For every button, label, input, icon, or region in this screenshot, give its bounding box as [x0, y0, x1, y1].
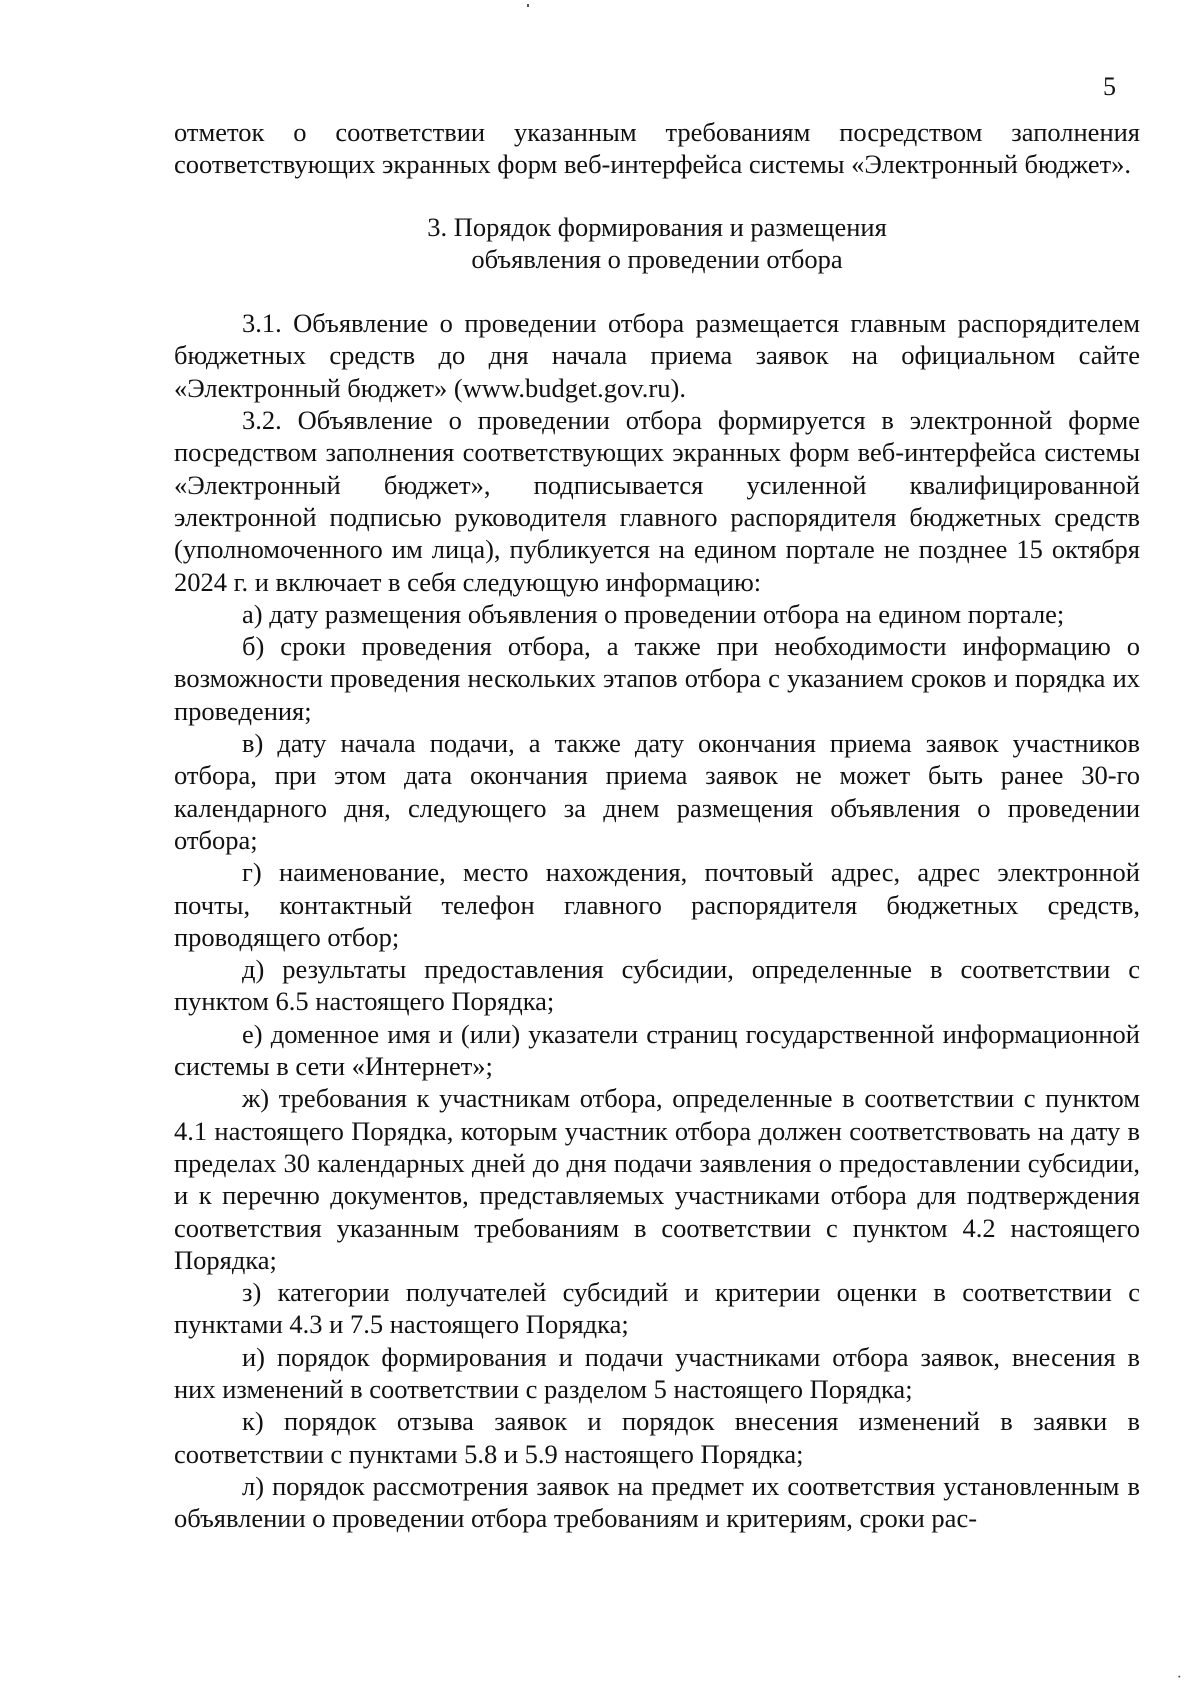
section-heading-line-2: объявления о проведении отбора: [471, 243, 843, 274]
scan-artifact-top: [527, 4, 529, 7]
list-item-i: и) порядок формирования и подачи участниками отбора заявок, внесения в них изменений в соответствии с разделом 5 настоящего Порядка;: [174, 1341, 1140, 1404]
section-heading: [174, 211, 1140, 276]
list-item-g: г) наименование, место нахождения, почтовый адрес, адрес электронной почты, контактный телефон главного распорядителя бюджетных средств, проводящего отбор;: [174, 857, 1140, 952]
scan-artifact-bottom: ·: [1176, 1669, 1182, 1686]
list-item-z: з) категории получателей субсидий и критерии оценки в соответствии с пунктами 4.3 и 7.5 настоящего Порядка;: [174, 1277, 1140, 1340]
section-heading-line-1: 3. Порядок формирования и размещения: [427, 211, 887, 242]
list-item-d: д) результаты предоставления субсидии, определенные в соответствии с пунктом 6.5 настоящего Порядка;: [174, 954, 1140, 1017]
intro-paragraph: отметок о соответствии указанным требованиям посредством заполнения соответствующих экранных форм веб-интерфейса системы «Электронный бюджет».: [174, 117, 1140, 180]
document-body: [174, 116, 1140, 1534]
list-item-b: б) сроки проведения отбора, а также при необходимости информацию о возможности проведения нескольких этапов отбора с указанием сроков и порядка их проведения;: [174, 631, 1140, 726]
paragraph-3-2: 3.2. Объявление о проведении отбора формируется в электронной форме посредством заполнения соответствующих экранных форм веб-интерфейса системы «Электронный бюджет», подписывается усиленной квалифицированной электронной подписью руководителя главного распорядителя бюджетных средств (уполномоченного им лица), публикуется на едином портале не позднее 15 октября 2024 г. и включает в себя следующую информацию:: [174, 405, 1140, 597]
list-item-a: а) дату размещения объявления о проведении отбора на едином портале;: [242, 598, 1065, 629]
paragraph-3-1: 3.1. Объявление о проведении отбора размещается главным распорядителем бюджетных средств до дня начала приема заявок на официальном сайте «Электронный бюджет» (www.budget.gov.ru).: [174, 308, 1140, 403]
list-item-v: в) дату начала подачи, а также дату окончания приема заявок участников отбора, при этом дата окончания приема заявок не может быть ранее 30-го календарного дня, следующего за днем размещения объявления о проведении отбора;: [174, 728, 1140, 855]
page-number: 5: [1103, 72, 1116, 101]
list-item-e: е) доменное имя и (или) указатели страниц государственной информационной системы в сети «Интернет»;: [174, 1018, 1140, 1082]
list-item-zh: ж) требования к участникам отбора, определенные в соответствии с пунктом 4.1 настоящего Порядка, которым участник отбора должен соответствовать на дату в пределах 30 календарных дней до дня подачи заявления о предоставлении субсидии, и к перечню документов, представляемых участниками отбора для подтверждения соответствия указанным требованиям в соответствии с пунктом 4.2 настоящего Порядка;: [174, 1083, 1140, 1275]
list-item-l: л) порядок рассмотрения заявок на предмет их соответствия установленным в объявлении о проведении отбора требованиям и критериям, сроки рас-: [174, 1470, 1140, 1534]
list-item-k: к) порядок отзыва заявок и порядок внесения изменений в заявки в соответствии с пунктами 5.8 и 5.9 настоящего Порядка;: [174, 1406, 1140, 1469]
